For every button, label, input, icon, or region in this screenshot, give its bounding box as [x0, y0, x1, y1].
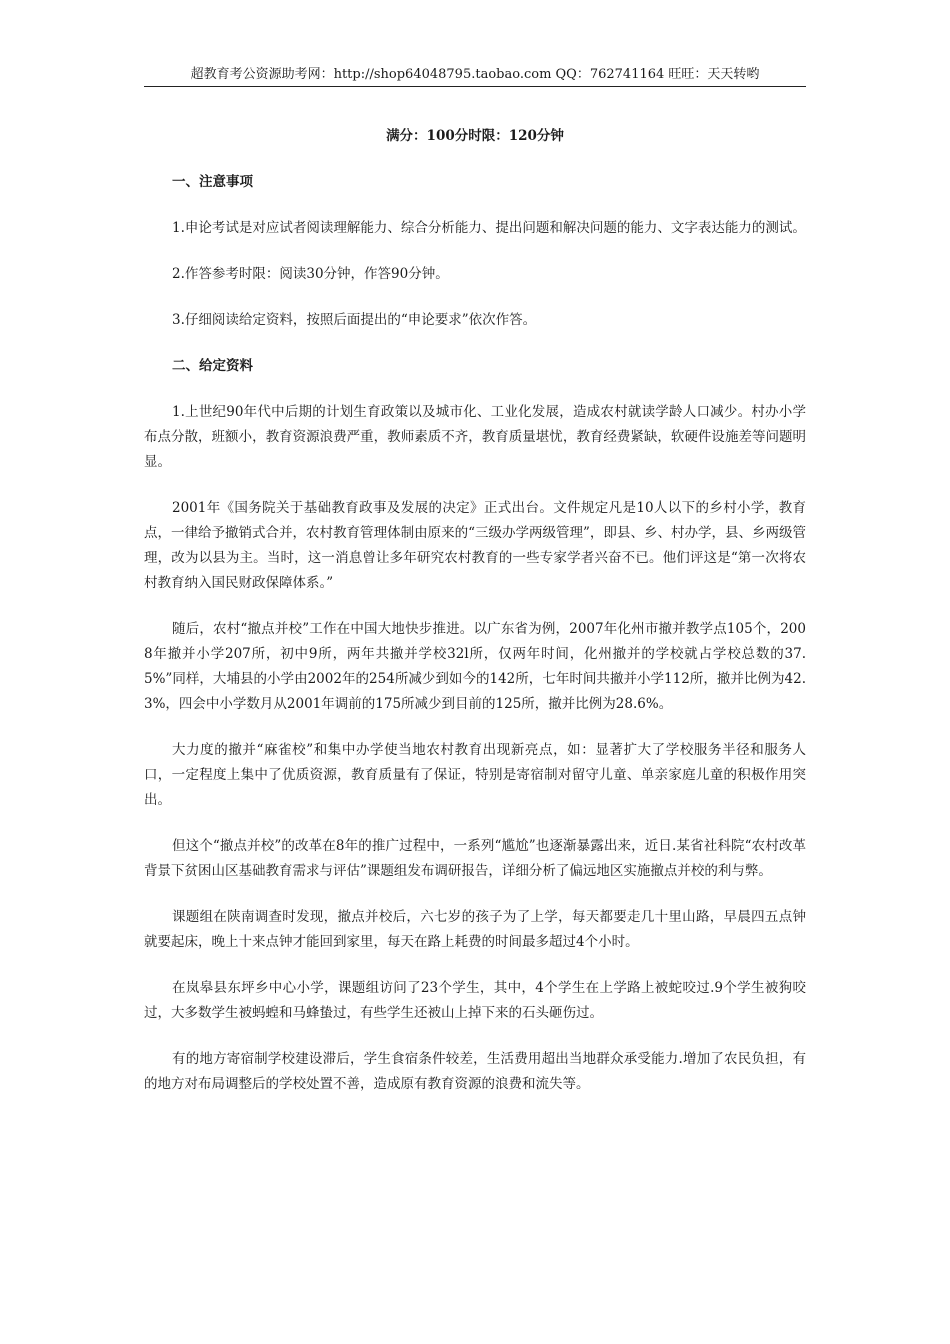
- note-item: 2.作答参考时限：阅读30分钟，作答90分钟。: [172, 266, 449, 282]
- material-paragraph: 随后，农村“撤点并校”工作在中国大地快步推进。以广东省为例，2007年化州市撤并教学点105个，2008年撤并小学207所，初中9所，两年共撤并学校32l所，仅两年时间，化州撤并的学校就占学校总数的37.5%”同样，大埔县的小学由2002年的254所减少到如今的142所，七年时间共撤并小学112所，撤并比例为42.3%，四会中小学数月从2001年调前的175所减少到目前的125所，撤并比例为28.6%。: [144, 621, 806, 712]
- page-header: 超教育考公资源助考网：http://shop64048795.taobao.com QQ：762741164 旺旺：天天转哟: [144, 66, 806, 87]
- material-paragraph: 1.上世纪90年代中后期的计划生育政策以及城市化、工业化发展，造成农村就读学龄人口减少。村办小学布点分散，班额小，教育资源浪费严重，教师素质不齐，教育质量堪忧，教育经费紧缺，软硬件设施差等问题明显。: [144, 404, 806, 470]
- score-time-line: 满分：100分时限：120分钟: [386, 128, 564, 144]
- material-paragraph: 在岚皋县东坪乡中心小学，课题组访问了23个学生，其中，4个学生在上学路上被蛇咬过.9个学生被狗咬过，大多数学生被蚂蝗和马蜂蛰过，有些学生还被山上掉下来的石头砸伤过。: [144, 980, 806, 1021]
- material-paragraph: 大力度的撤并“麻雀校”和集中办学使当地农村教育出现新亮点，如：显著扩大了学校服务半径和服务人口，一定程度上集中了优质资源，教育质量有了保证，特别是寄宿制对留守儿童、单亲家庭儿童的积极作用突出。: [144, 742, 806, 808]
- section-heading-notes: 一、注意事项: [172, 174, 253, 190]
- note-item: 3.仔细阅读给定资料，按照后面提出的“申论要求”依次作答。: [172, 312, 537, 328]
- material-paragraph: 但这个“撤点并校”的改革在8年的推广过程中，一系列“尴尬”也逐渐暴露出来，近日.某省社科院“农村改革背景下贫困山区基础教育需求与评估”课题组发布调研报告，详细分析了偏远地区实施撤点并校的利与弊。: [144, 838, 806, 879]
- material-paragraph: 有的地方寄宿制学校建设滞后，学生食宿条件较差，生活费用超出当地群众承受能力.增加了农民负担，有的地方对布局调整后的学校处置不善，造成原有教育资源的浪费和流失等。: [144, 1051, 806, 1092]
- material-paragraph: 2001年《国务院关于基础教育政事及发展的决定》正式出台。文件规定凡是10人以下的乡村小学，教育点，一律给予撤销式合并，农村教育管理体制由原来的“三级办学两级管理”，即县、乡、村办学，县、乡两级管理，改为以县为主。当时，这一消息曾让多年研究农村教育的一些专家学者兴奋不已。他们评这是“第一次将农村教育纳入国民财政保障体系。”: [144, 500, 806, 591]
- document-body: [144, 170, 806, 1118]
- section-heading-materials: 二、给定资料: [172, 358, 253, 374]
- note-item: 1.申论考试是对应试者阅读理解能力、综合分析能力、提出问题和解决问题的能力、文字表达能力的测试。: [172, 220, 806, 236]
- material-paragraph: 课题组在陕南调查时发现，撤点并校后，六七岁的孩子为了上学，每天都要走几十里山路，早晨四五点钟就要起床，晚上十来点钟才能回到家里，每天在路上耗费的时间最多超过4个小时。: [144, 909, 806, 950]
